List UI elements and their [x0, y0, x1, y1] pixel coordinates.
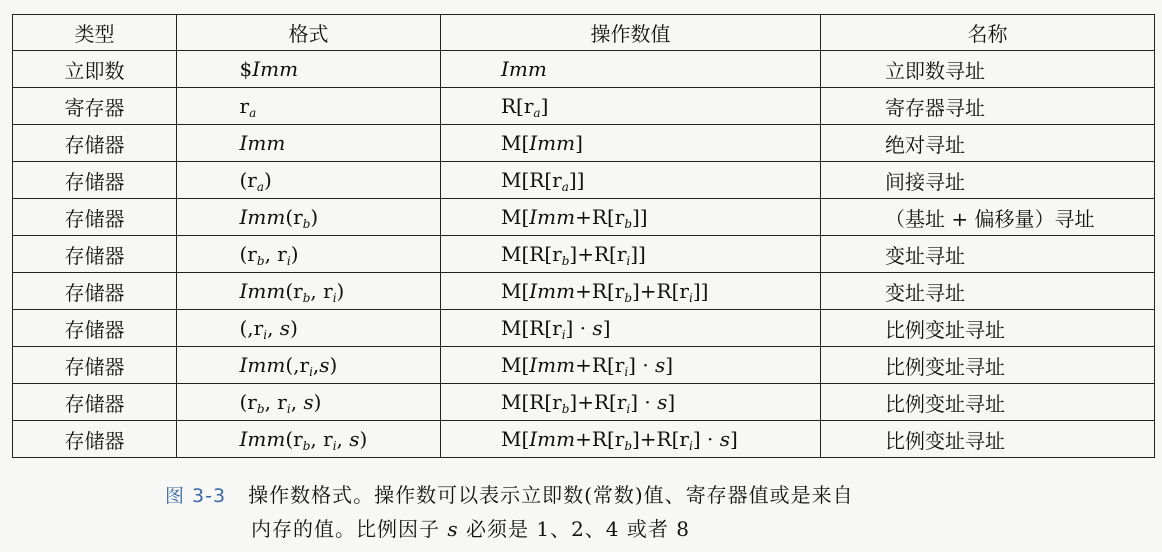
caption-line-1: 操作数格式。操作数可以表示立即数(常数)值、寄存器值或是来自	[248, 483, 854, 507]
cell-format: $Imm(r_b)$	[177, 199, 441, 236]
cell-name: 绝对寻址	[821, 125, 1155, 162]
cell-format: ($r_b$, $r_i$)	[177, 236, 441, 273]
cell-format: $(r_a)$	[177, 162, 441, 199]
cell-type: 存储器	[13, 199, 177, 236]
table-row	[13, 273, 1155, 310]
cell-operand-value: $M[R[r_i] \cdot s]$	[441, 310, 821, 347]
cell-operand-value: $M[R[r_b]+R[r_i] \cdot s]$	[441, 384, 821, 421]
cell-name: 比例变址寻址	[821, 384, 1155, 421]
cell-type: 存储器	[13, 162, 177, 199]
cell-operand-value: $M[Imm+R[r_b]+R[r_i] \cdot s]$	[441, 421, 821, 458]
table-row	[13, 347, 1155, 384]
cell-type: 存储器	[13, 273, 177, 310]
table-row	[13, 310, 1155, 347]
cell-name: 变址寻址	[821, 236, 1155, 273]
cell-name: （基址 + 偏移量）寻址	[821, 199, 1155, 236]
cell-type: 存储器	[13, 384, 177, 421]
figure-caption	[165, 479, 854, 546]
cell-operand-value: $R[r_a]$	[441, 88, 821, 125]
operand-format-table	[12, 14, 1155, 458]
cell-operand-value: $M[Imm+R[r_i] \cdot s]$	[441, 347, 821, 384]
cell-format: $Imm(r_b$, $r_i$, s)	[177, 421, 441, 458]
table-row	[13, 421, 1155, 458]
table-row	[13, 236, 1155, 273]
table-body	[13, 51, 1155, 458]
caption-line-2: 内存的值。比例因子 s 必须是 1、2、4 或者 8	[251, 517, 690, 541]
table-row	[13, 125, 1155, 162]
cell-type: 存储器	[13, 421, 177, 458]
cell-format: ($,r_i$, s)	[177, 310, 441, 347]
cell-name: 寄存器寻址	[821, 88, 1155, 125]
cell-format: $Imm(,r_i,s)$	[177, 347, 441, 384]
cell-operand-value: $M[R[r_b]+R[r_i]]$	[441, 236, 821, 273]
cell-name: 立即数寻址	[821, 51, 1155, 88]
cell-format: ($r_b$, $r_i$, s)	[177, 384, 441, 421]
cell-type: 寄存器	[13, 88, 177, 125]
cell-format: $Imm	[177, 51, 441, 88]
cell-format: $r_a$	[177, 88, 441, 125]
cell-name: 变址寻址	[821, 273, 1155, 310]
cell-operand-value: $M[R[r_a]]$	[441, 162, 821, 199]
header-name: 名称	[821, 15, 1155, 51]
cell-format: $Imm(r_b$, $r_i$)	[177, 273, 441, 310]
table-header-row	[13, 15, 1155, 51]
table-row	[13, 51, 1155, 88]
header-type: 类型	[13, 15, 177, 51]
header-operand-value: 操作数值	[441, 15, 821, 51]
cell-operand-value: Imm	[441, 51, 821, 88]
cell-name: 间接寻址	[821, 162, 1155, 199]
cell-type: 存储器	[13, 347, 177, 384]
cell-operand-value: $M[Imm+R[r_b]]$	[441, 199, 821, 236]
cell-type: 存储器	[13, 310, 177, 347]
cell-name: 比例变址寻址	[821, 347, 1155, 384]
cell-operand-value: M[Imm]	[441, 125, 821, 162]
cell-name: 比例变址寻址	[821, 310, 1155, 347]
table-row	[13, 162, 1155, 199]
figure-number: 图 3-3	[165, 485, 227, 507]
table-row	[13, 199, 1155, 236]
cell-operand-value: $M[Imm+R[r_b]+R[r_i]]$	[441, 273, 821, 310]
header-format: 格式	[177, 15, 441, 51]
cell-type: 存储器	[13, 236, 177, 273]
cell-type: 存储器	[13, 125, 177, 162]
table-row	[13, 384, 1155, 421]
cell-type: 立即数	[13, 51, 177, 88]
cell-name: 比例变址寻址	[821, 421, 1155, 458]
cell-format: Imm	[177, 125, 441, 162]
table-row	[13, 88, 1155, 125]
